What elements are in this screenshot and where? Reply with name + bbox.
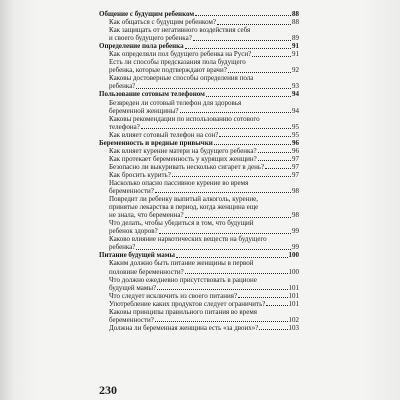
dot-leader: [266, 305, 287, 306]
toc-entry-text: Как бросить курить?: [109, 170, 171, 179]
dot-leader: [159, 233, 291, 234]
toc-entry: [99, 300, 299, 308]
toc-entry-text: принятые лекарства в период, когда женщина еще: [109, 203, 259, 212]
toc-entry-text: не знала, что беременна?: [109, 211, 184, 220]
toc-entry-text: Общение с будущим ребенком: [99, 10, 195, 18]
dot-leader: [185, 48, 291, 49]
toc-entry: [99, 203, 299, 211]
toc-page-number: 103: [288, 323, 299, 332]
toc-page-number: 89: [292, 34, 299, 43]
toc-section-heading: [99, 42, 299, 50]
toc-entry-text: Употребление каких продуктов следует ограничить?: [109, 299, 266, 308]
toc-entry-text: ребенка?: [109, 82, 136, 91]
toc-entry: [99, 131, 299, 139]
toc-entry: [99, 227, 299, 235]
toc-entry: [99, 26, 299, 34]
toc-page-number: 94: [292, 90, 299, 99]
toc-entry-text: ребенок здоров?: [109, 227, 158, 236]
dot-leader: [176, 257, 287, 258]
toc-entry: [99, 284, 299, 292]
toc-page-number: 100: [288, 251, 299, 260]
toc-entry-text: Что делать, чтобы убедиться в том, что будущий: [109, 219, 254, 228]
dot-leader: [219, 136, 291, 137]
toc-entry: [99, 308, 299, 316]
dot-leader: [136, 249, 291, 250]
toc-entry-text: Безвреден ли сотовый телефон для здоровья: [109, 98, 242, 107]
toc-entry: [99, 115, 299, 123]
dot-leader: [136, 88, 291, 89]
dot-leader: [157, 289, 287, 290]
toc-page-number: 95: [292, 130, 299, 139]
toc-entry: [99, 219, 299, 227]
toc-entry-text: беременности?: [109, 315, 154, 324]
toc-entry-text: Каковы достоверные способы определения пола: [109, 74, 254, 83]
toc-entry: [99, 171, 299, 179]
toc-entry: [99, 107, 299, 115]
page-number: 230: [99, 383, 117, 397]
toc-entry: [99, 66, 299, 74]
toc-entry-text: беременности?: [109, 187, 154, 196]
toc-entry: [99, 82, 299, 90]
toc-page-number: 98: [292, 211, 299, 220]
toc-entry: [99, 34, 299, 42]
toc-entry: [99, 195, 299, 203]
toc-entry-text: половине беременности?: [109, 267, 184, 276]
dot-leader: [258, 152, 291, 153]
toc-page-number: 92: [292, 66, 299, 75]
toc-page-number: 101: [288, 291, 299, 300]
toc-entry-text: Каковы принципы правильного питания во время: [109, 307, 257, 316]
table-of-contents: [99, 10, 299, 332]
toc-entry-text: Как определяли пол будущего ребенка на Руси?: [109, 50, 252, 59]
toc-entry-text: Насколько опасно пассивное курение во время: [109, 178, 249, 187]
dot-leader: [265, 168, 291, 169]
toc-section-heading: [99, 251, 299, 259]
toc-entry-text: Должна ли беременная женщина есть «за двоих»?: [109, 323, 259, 332]
toc-entry: [99, 324, 299, 332]
toc-entry-text: Что следует исключить из своего питания?: [109, 291, 238, 300]
dot-leader: [214, 144, 291, 145]
toc-page-number: 97: [292, 154, 299, 163]
toc-page-number: 95: [292, 122, 299, 131]
dot-leader: [185, 273, 288, 274]
toc-page-number: 94: [292, 106, 299, 115]
toc-entry-text: Что должно ежедневно присутствовать в рационе: [109, 275, 257, 284]
toc-section-heading: [99, 10, 299, 18]
toc-entry-text: телефона?: [109, 122, 140, 131]
toc-page-number: 99: [292, 227, 299, 236]
dot-leader: [141, 128, 291, 129]
dot-leader: [258, 160, 291, 161]
toc-page-number: 96: [292, 138, 299, 147]
toc-entry: [99, 179, 299, 187]
toc-entry: [99, 268, 299, 276]
toc-page-number: 99: [292, 243, 299, 252]
toc-entry-text: Повредит ли ребенку выпитый алкоголь, курение,: [109, 195, 258, 204]
toc-entry-text: Как влияет сотовый телефон на сон?: [109, 130, 219, 139]
dot-leader: [228, 72, 291, 73]
toc-entry-text: Каким должно быть питание женщины в первой: [109, 259, 254, 268]
dot-leader: [195, 15, 291, 16]
toc-entry: [99, 58, 299, 66]
toc-page-number: 88: [292, 18, 299, 27]
toc-entry: [99, 74, 299, 82]
toc-entry-text: Как общаться с будущим ребенком?: [109, 18, 217, 27]
toc-entry: [99, 187, 299, 195]
toc-page-number: 91: [292, 42, 299, 51]
toc-entry: [99, 316, 299, 324]
toc-entry-text: Определение пола ребенка: [99, 42, 184, 51]
toc-entry: [99, 99, 299, 107]
dot-leader: [155, 321, 288, 322]
toc-entry: [99, 276, 299, 284]
toc-entry-text: Каковы рекомендации по использованию сотового: [109, 114, 260, 123]
toc-entry: [99, 259, 299, 267]
dot-leader: [252, 56, 291, 57]
toc-entry-text: ребенка?: [109, 243, 136, 252]
toc-entry: [99, 163, 299, 171]
toc-entry-text: беременной женщины?: [109, 106, 179, 115]
toc-page-number: 100: [288, 267, 299, 276]
toc-entry: [99, 243, 299, 251]
toc-section-heading: [99, 139, 299, 147]
toc-entry-text: Каково влияние наркотических веществ на будущего: [109, 235, 267, 244]
toc-entry-text: будущей мамы?: [109, 283, 157, 292]
dot-leader: [259, 329, 287, 330]
toc-page-number: 93: [292, 82, 299, 91]
toc-page-number: 98: [292, 187, 299, 196]
toc-entry: [99, 155, 299, 163]
dot-leader: [172, 176, 291, 177]
toc-entry-text: Как защищать от негативного воздействия себя: [109, 26, 251, 35]
toc-entry: [99, 147, 299, 155]
toc-entry: [99, 211, 299, 219]
dot-leader: [180, 112, 292, 113]
toc-entry-text: Есть ли способы предсказания пола будущего: [109, 58, 246, 67]
toc-entry-text: Как влияет курение матери на будущего ребенка?: [109, 146, 257, 155]
toc-page-number: 91: [292, 50, 299, 59]
dot-leader: [155, 192, 291, 193]
toc-page-number: 101: [288, 299, 299, 308]
dot-leader: [217, 24, 291, 25]
toc-entry: [99, 50, 299, 58]
toc-section-heading: [99, 90, 299, 98]
dot-leader: [238, 297, 287, 298]
toc-entry-text: Безопасно ли выкуривать несколько сигарет в день?: [109, 162, 265, 171]
toc-entry-text: Питание будущей мамы: [99, 251, 176, 260]
toc-page-number: 97: [292, 170, 299, 179]
toc-entry: [99, 235, 299, 243]
toc-entry: [99, 123, 299, 131]
toc-page-number: 96: [292, 146, 299, 155]
toc-page-number: 88: [292, 10, 299, 18]
dot-leader: [193, 40, 291, 41]
toc-page-number: 97: [292, 162, 299, 171]
toc-entry-text: Беременность и вредные привычки: [99, 138, 213, 147]
toc-page-number: 102: [288, 315, 299, 324]
dot-leader: [185, 217, 291, 218]
toc-entry-text: Пользование сотовым телефоном: [99, 90, 205, 99]
toc-page-number: 101: [288, 283, 299, 292]
dot-leader: [206, 96, 291, 97]
toc-entry-text: и своего будущего ребенка?: [109, 34, 192, 43]
toc-entry-text: ребенка, которые подтверждают врачи?: [109, 66, 227, 75]
toc-entry-text: Как протекает беременность у курящих женщин?: [109, 154, 257, 163]
toc-entry: [99, 18, 299, 26]
toc-entry: [99, 292, 299, 300]
